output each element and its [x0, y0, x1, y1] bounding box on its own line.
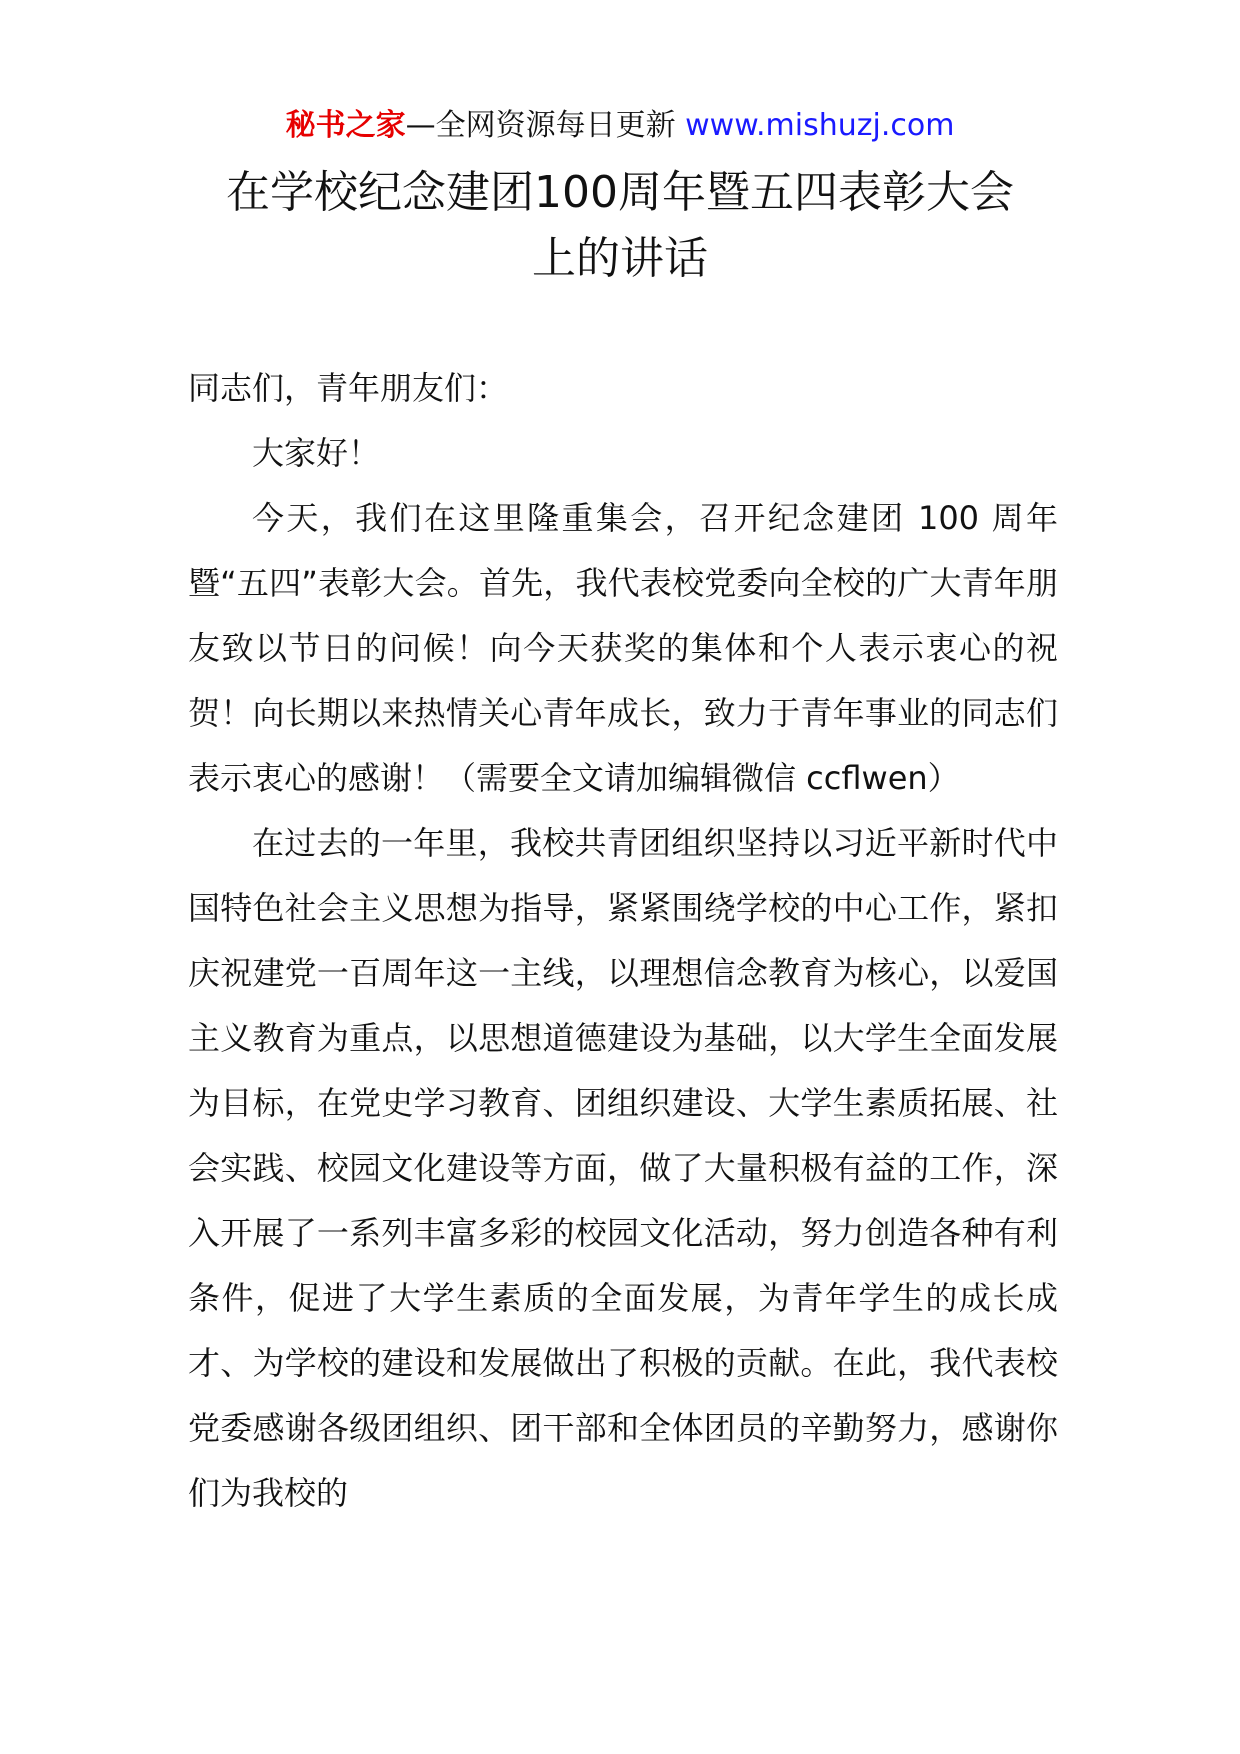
salutation-paragraph: 同志们，青年朋友们：	[188, 369, 509, 407]
title-line-1: 在学校纪念建团100周年暨五四表彰大会	[226, 167, 1014, 218]
document-body	[188, 356, 1058, 1526]
document-title	[180, 160, 1060, 292]
site-header	[0, 104, 1240, 148]
body-paragraph: 在过去的一年里，我校共青团组织坚持以习近平新时代中国特色社会主义思想为指导，紧紧围绕学校的中心工作，紧扣庆祝建党一百周年这一主线，以理想信念教育为核心，以爱国主义教育为重点，以思想道德建设为基础，以大学生全面发展为目标，在党史学习教育、团组织建设、大学生素质拓展、社会实践、校园文化建设等方面，做了大量积极有益的工作，深入开展了一系列丰富多彩的校园文化活动，努力创造各种有利条件，促进了大学生素质的全面发展，为青年学生的成长成才、为学校的建设和发展做出了积极的贡献。在此，我代表校党委感谢各级团组织、团干部和全体团员的辛勤努力，感谢你们为我校的	[188, 824, 1058, 1512]
body-paragraph: 今天，我们在这里隆重集会，召开纪念建团 100 周年暨“五四”表彰大会。首先，我代表校党委向全校的广大青年朋友致以节日的问候！向今天获奖的集体和个人表示衷心的祝贺！向长期以来热情关心青年成长，致力于青年事业的同志们表示衷心的感谢！（需要全文请加编辑微信 ccflwen）	[188, 499, 1058, 797]
brand-name: 秘书之家	[285, 108, 406, 143]
greeting-paragraph: 大家好！	[252, 434, 381, 472]
site-url-link[interactable]: www.mishuzj.com	[685, 108, 955, 143]
header-slogan: —全网资源每日更新	[405, 108, 686, 143]
title-line-2: 上的讲话	[532, 233, 708, 284]
